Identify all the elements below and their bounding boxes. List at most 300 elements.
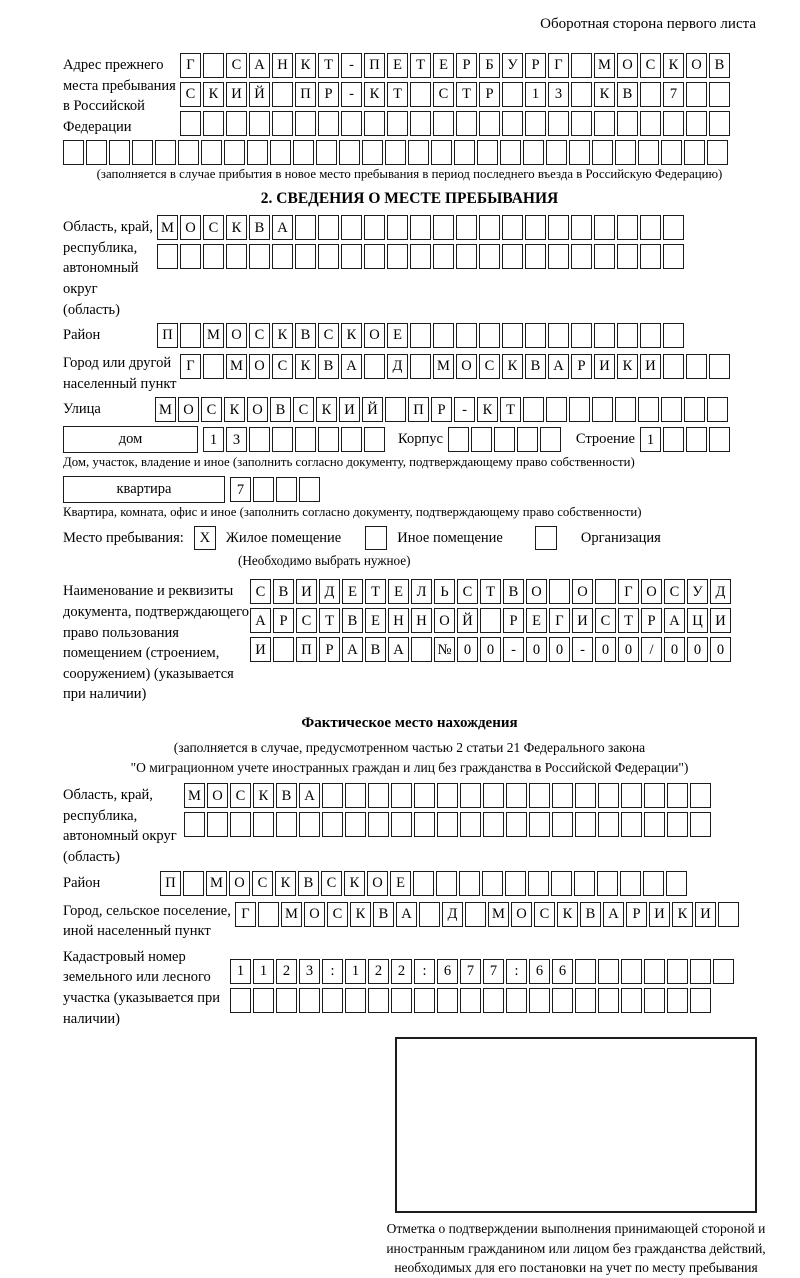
char-box[interactable] <box>640 111 661 136</box>
char-box[interactable] <box>364 427 385 452</box>
char-box[interactable]: 0 <box>664 637 685 662</box>
char-box[interactable] <box>272 244 293 269</box>
char-box[interactable]: К <box>316 397 337 422</box>
char-box[interactable] <box>506 783 527 808</box>
char-box[interactable] <box>525 111 546 136</box>
char-box[interactable]: - <box>572 637 593 662</box>
char-box[interactable] <box>258 902 279 927</box>
char-box[interactable]: С <box>479 354 500 379</box>
char-box[interactable] <box>529 988 550 1013</box>
char-box[interactable] <box>207 812 228 837</box>
char-box[interactable] <box>592 397 613 422</box>
char-box[interactable] <box>295 427 316 452</box>
char-box[interactable]: - <box>503 637 524 662</box>
char-box[interactable] <box>644 988 665 1013</box>
char-box[interactable] <box>203 244 224 269</box>
apartment-type-box[interactable]: квартира <box>63 476 225 503</box>
char-box[interactable] <box>385 397 406 422</box>
char-box[interactable]: С <box>293 397 314 422</box>
char-box[interactable]: Г <box>549 608 570 633</box>
char-box[interactable] <box>410 111 431 136</box>
char-box[interactable] <box>571 323 592 348</box>
char-box[interactable]: С <box>433 82 454 107</box>
char-box[interactable] <box>571 215 592 240</box>
char-box[interactable]: М <box>433 354 454 379</box>
char-box[interactable]: П <box>296 637 317 662</box>
char-box[interactable] <box>569 140 590 165</box>
checkbox-organization[interactable] <box>535 526 557 550</box>
char-box[interactable] <box>502 323 523 348</box>
char-box[interactable]: К <box>502 354 523 379</box>
char-box[interactable] <box>456 215 477 240</box>
char-box[interactable]: К <box>672 902 693 927</box>
char-box[interactable]: А <box>603 902 624 927</box>
char-box[interactable]: 3 <box>299 959 320 984</box>
char-box[interactable] <box>479 111 500 136</box>
char-box[interactable]: К <box>272 323 293 348</box>
char-box[interactable]: У <box>502 53 523 78</box>
char-box[interactable]: К <box>275 871 296 896</box>
char-box[interactable]: У <box>687 579 708 604</box>
char-box[interactable] <box>690 812 711 837</box>
char-box[interactable] <box>322 812 343 837</box>
char-box[interactable] <box>643 871 664 896</box>
char-box[interactable] <box>364 244 385 269</box>
char-box[interactable] <box>295 215 316 240</box>
char-box[interactable] <box>293 140 314 165</box>
char-box[interactable] <box>480 608 501 633</box>
char-box[interactable]: К <box>557 902 578 927</box>
char-box[interactable] <box>253 477 274 502</box>
char-box[interactable]: Т <box>456 82 477 107</box>
char-box[interactable] <box>548 244 569 269</box>
char-box[interactable] <box>523 397 544 422</box>
char-box[interactable]: 0 <box>457 637 478 662</box>
char-box[interactable]: А <box>299 783 320 808</box>
char-box[interactable]: В <box>249 215 270 240</box>
char-box[interactable] <box>575 959 596 984</box>
char-box[interactable]: К <box>350 902 371 927</box>
char-box[interactable] <box>686 427 707 452</box>
char-box[interactable] <box>155 140 176 165</box>
char-box[interactable]: С <box>296 608 317 633</box>
char-box[interactable] <box>341 215 362 240</box>
char-box[interactable] <box>575 783 596 808</box>
char-box[interactable] <box>574 871 595 896</box>
char-box[interactable] <box>661 140 682 165</box>
char-box[interactable]: Б <box>479 53 500 78</box>
char-box[interactable]: Т <box>318 53 339 78</box>
char-box[interactable] <box>318 427 339 452</box>
char-box[interactable] <box>318 215 339 240</box>
char-box[interactable]: Т <box>500 397 521 422</box>
char-box[interactable]: 6 <box>552 959 573 984</box>
char-box[interactable]: К <box>364 82 385 107</box>
char-box[interactable] <box>571 111 592 136</box>
char-box[interactable]: С <box>203 215 224 240</box>
char-box[interactable]: А <box>664 608 685 633</box>
char-box[interactable] <box>571 244 592 269</box>
char-box[interactable] <box>318 111 339 136</box>
char-box[interactable]: А <box>249 53 270 78</box>
char-box[interactable]: С <box>226 53 247 78</box>
char-box[interactable]: Д <box>387 354 408 379</box>
char-box[interactable] <box>414 812 435 837</box>
char-box[interactable]: О <box>207 783 228 808</box>
char-box[interactable]: О <box>526 579 547 604</box>
house-type-box[interactable]: дом <box>63 426 198 453</box>
char-box[interactable]: 0 <box>687 637 708 662</box>
char-box[interactable]: 7 <box>663 82 684 107</box>
char-box[interactable] <box>184 812 205 837</box>
char-box[interactable]: Г <box>180 354 201 379</box>
char-box[interactable] <box>341 244 362 269</box>
char-box[interactable] <box>644 783 665 808</box>
char-box[interactable] <box>640 82 661 107</box>
char-box[interactable]: К <box>617 354 638 379</box>
char-box[interactable] <box>433 111 454 136</box>
char-box[interactable] <box>529 783 550 808</box>
char-box[interactable]: С <box>318 323 339 348</box>
char-box[interactable] <box>273 637 294 662</box>
char-box[interactable] <box>638 397 659 422</box>
char-box[interactable] <box>666 871 687 896</box>
char-box[interactable] <box>316 140 337 165</box>
char-box[interactable]: 3 <box>548 82 569 107</box>
char-box[interactable]: Р <box>479 82 500 107</box>
char-box[interactable]: И <box>710 608 731 633</box>
char-box[interactable] <box>709 354 730 379</box>
char-box[interactable]: Р <box>273 608 294 633</box>
char-box[interactable] <box>368 812 389 837</box>
char-box[interactable]: Е <box>390 871 411 896</box>
char-box[interactable] <box>410 215 431 240</box>
char-box[interactable]: М <box>203 323 224 348</box>
char-box[interactable] <box>433 244 454 269</box>
char-box[interactable]: М <box>157 215 178 240</box>
char-box[interactable] <box>419 902 440 927</box>
char-box[interactable] <box>505 871 526 896</box>
char-box[interactable]: Р <box>456 53 477 78</box>
char-box[interactable]: О <box>247 397 268 422</box>
char-box[interactable]: 1 <box>203 427 224 452</box>
char-box[interactable] <box>253 988 274 1013</box>
char-box[interactable] <box>249 244 270 269</box>
char-box[interactable]: Г <box>548 53 569 78</box>
char-box[interactable] <box>690 988 711 1013</box>
char-box[interactable]: О <box>456 354 477 379</box>
char-box[interactable] <box>413 871 434 896</box>
char-box[interactable]: О <box>178 397 199 422</box>
char-box[interactable]: М <box>155 397 176 422</box>
char-box[interactable] <box>339 140 360 165</box>
char-box[interactable]: О <box>180 215 201 240</box>
char-box[interactable] <box>707 397 728 422</box>
char-box[interactable] <box>661 397 682 422</box>
char-box[interactable] <box>272 111 293 136</box>
char-box[interactable]: В <box>580 902 601 927</box>
char-box[interactable]: О <box>226 323 247 348</box>
char-box[interactable]: 1 <box>345 959 366 984</box>
char-box[interactable] <box>479 215 500 240</box>
char-box[interactable] <box>437 812 458 837</box>
char-box[interactable] <box>502 82 523 107</box>
char-box[interactable]: К <box>341 323 362 348</box>
char-box[interactable] <box>617 323 638 348</box>
char-box[interactable] <box>345 783 366 808</box>
char-box[interactable]: : <box>322 959 343 984</box>
char-box[interactable]: : <box>506 959 527 984</box>
char-box[interactable]: 2 <box>368 959 389 984</box>
char-box[interactable] <box>548 111 569 136</box>
char-box[interactable] <box>230 812 251 837</box>
char-box[interactable] <box>411 637 432 662</box>
char-box[interactable]: 1 <box>525 82 546 107</box>
char-box[interactable]: В <box>503 579 524 604</box>
char-box[interactable] <box>460 812 481 837</box>
char-box[interactable] <box>548 323 569 348</box>
char-box[interactable]: - <box>454 397 475 422</box>
char-box[interactable] <box>448 427 469 452</box>
char-box[interactable]: И <box>695 902 716 927</box>
char-box[interactable] <box>575 988 596 1013</box>
char-box[interactable] <box>253 812 274 837</box>
char-box[interactable]: 2 <box>276 959 297 984</box>
char-box[interactable]: М <box>594 53 615 78</box>
char-box[interactable]: С <box>252 871 273 896</box>
checkbox-residential[interactable]: X <box>194 526 216 550</box>
char-box[interactable] <box>525 323 546 348</box>
char-box[interactable] <box>479 244 500 269</box>
char-box[interactable]: В <box>709 53 730 78</box>
char-box[interactable] <box>322 783 343 808</box>
char-box[interactable]: А <box>388 637 409 662</box>
char-box[interactable]: И <box>250 637 271 662</box>
char-box[interactable]: П <box>408 397 429 422</box>
char-box[interactable] <box>299 988 320 1013</box>
char-box[interactable]: П <box>295 82 316 107</box>
char-box[interactable] <box>594 111 615 136</box>
char-box[interactable] <box>686 82 707 107</box>
char-box[interactable] <box>249 111 270 136</box>
char-box[interactable]: Т <box>319 608 340 633</box>
char-box[interactable] <box>276 812 297 837</box>
char-box[interactable] <box>132 140 153 165</box>
char-box[interactable]: 1 <box>230 959 251 984</box>
char-box[interactable] <box>644 812 665 837</box>
char-box[interactable]: 7 <box>483 959 504 984</box>
char-box[interactable]: С <box>321 871 342 896</box>
char-box[interactable]: Р <box>431 397 452 422</box>
char-box[interactable] <box>644 959 665 984</box>
char-box[interactable] <box>224 140 245 165</box>
char-box[interactable] <box>663 111 684 136</box>
char-box[interactable]: 0 <box>618 637 639 662</box>
char-box[interactable]: О <box>572 579 593 604</box>
char-box[interactable]: Е <box>387 53 408 78</box>
char-box[interactable] <box>63 140 84 165</box>
char-box[interactable]: М <box>226 354 247 379</box>
char-box[interactable] <box>598 783 619 808</box>
char-box[interactable]: 0 <box>549 637 570 662</box>
char-box[interactable] <box>414 988 435 1013</box>
char-box[interactable] <box>546 140 567 165</box>
char-box[interactable]: Е <box>365 608 386 633</box>
char-box[interactable]: 7 <box>460 959 481 984</box>
stamp-box[interactable] <box>395 1037 757 1213</box>
char-box[interactable]: С <box>664 579 685 604</box>
char-box[interactable]: О <box>229 871 250 896</box>
char-box[interactable] <box>368 783 389 808</box>
char-box[interactable] <box>437 783 458 808</box>
char-box[interactable] <box>410 323 431 348</box>
char-box[interactable]: П <box>160 871 181 896</box>
char-box[interactable]: Т <box>618 608 639 633</box>
char-box[interactable]: М <box>184 783 205 808</box>
char-box[interactable]: М <box>206 871 227 896</box>
char-box[interactable]: С <box>250 579 271 604</box>
char-box[interactable] <box>621 988 642 1013</box>
char-box[interactable] <box>341 111 362 136</box>
char-box[interactable]: С <box>272 354 293 379</box>
char-box[interactable]: Р <box>503 608 524 633</box>
char-box[interactable]: Е <box>433 53 454 78</box>
char-box[interactable] <box>615 140 636 165</box>
char-box[interactable] <box>387 111 408 136</box>
char-box[interactable] <box>368 988 389 1013</box>
char-box[interactable] <box>506 812 527 837</box>
char-box[interactable]: В <box>617 82 638 107</box>
char-box[interactable] <box>178 140 199 165</box>
char-box[interactable] <box>410 354 431 379</box>
char-box[interactable] <box>479 323 500 348</box>
char-box[interactable] <box>364 354 385 379</box>
char-box[interactable] <box>595 579 616 604</box>
char-box[interactable]: Т <box>365 579 386 604</box>
char-box[interactable] <box>345 988 366 1013</box>
char-box[interactable] <box>684 140 705 165</box>
char-box[interactable]: О <box>364 323 385 348</box>
char-box[interactable]: К <box>295 354 316 379</box>
char-box[interactable]: Е <box>526 608 547 633</box>
char-box[interactable]: Р <box>319 637 340 662</box>
char-box[interactable] <box>594 323 615 348</box>
char-box[interactable] <box>718 902 739 927</box>
char-box[interactable]: К <box>226 215 247 240</box>
char-box[interactable] <box>109 140 130 165</box>
char-box[interactable]: Ь <box>434 579 455 604</box>
char-box[interactable] <box>391 988 412 1013</box>
char-box[interactable]: С <box>230 783 251 808</box>
char-box[interactable] <box>494 427 515 452</box>
char-box[interactable] <box>517 427 538 452</box>
char-box[interactable] <box>667 959 688 984</box>
char-box[interactable]: В <box>298 871 319 896</box>
char-box[interactable]: А <box>548 354 569 379</box>
char-box[interactable] <box>667 988 688 1013</box>
char-box[interactable]: Н <box>272 53 293 78</box>
char-box[interactable] <box>272 82 293 107</box>
char-box[interactable]: О <box>511 902 532 927</box>
char-box[interactable] <box>362 140 383 165</box>
char-box[interactable] <box>540 427 561 452</box>
char-box[interactable] <box>387 244 408 269</box>
char-box[interactable]: П <box>157 323 178 348</box>
char-box[interactable]: 0 <box>480 637 501 662</box>
char-box[interactable] <box>686 111 707 136</box>
char-box[interactable] <box>433 215 454 240</box>
char-box[interactable]: Н <box>388 608 409 633</box>
char-box[interactable] <box>483 812 504 837</box>
char-box[interactable]: М <box>281 902 302 927</box>
char-box[interactable] <box>709 111 730 136</box>
char-box[interactable]: В <box>373 902 394 927</box>
char-box[interactable]: Д <box>319 579 340 604</box>
char-box[interactable]: И <box>572 608 593 633</box>
char-box[interactable]: Н <box>411 608 432 633</box>
char-box[interactable] <box>571 82 592 107</box>
char-box[interactable] <box>667 783 688 808</box>
char-box[interactable]: 0 <box>526 637 547 662</box>
char-box[interactable] <box>299 477 320 502</box>
char-box[interactable]: К <box>203 82 224 107</box>
char-box[interactable]: А <box>250 608 271 633</box>
char-box[interactable] <box>276 477 297 502</box>
char-box[interactable] <box>410 82 431 107</box>
char-box[interactable]: И <box>339 397 360 422</box>
char-box[interactable] <box>408 140 429 165</box>
char-box[interactable]: И <box>640 354 661 379</box>
char-box[interactable]: Ц <box>687 608 708 633</box>
char-box[interactable]: Р <box>641 608 662 633</box>
char-box[interactable]: Е <box>342 579 363 604</box>
char-box[interactable]: П <box>364 53 385 78</box>
char-box[interactable] <box>713 959 734 984</box>
char-box[interactable]: С <box>249 323 270 348</box>
char-box[interactable] <box>341 427 362 452</box>
char-box[interactable]: С <box>457 579 478 604</box>
char-box[interactable] <box>552 812 573 837</box>
char-box[interactable]: К <box>224 397 245 422</box>
char-box[interactable]: Г <box>618 579 639 604</box>
char-box[interactable] <box>249 427 270 452</box>
char-box[interactable]: К <box>253 783 274 808</box>
char-box[interactable] <box>272 427 293 452</box>
char-box[interactable]: Г <box>180 53 201 78</box>
char-box[interactable] <box>621 812 642 837</box>
char-box[interactable] <box>620 871 641 896</box>
char-box[interactable]: О <box>434 608 455 633</box>
char-box[interactable]: / <box>641 637 662 662</box>
char-box[interactable] <box>459 871 480 896</box>
char-box[interactable] <box>640 215 661 240</box>
char-box[interactable] <box>437 988 458 1013</box>
char-box[interactable]: О <box>304 902 325 927</box>
char-box[interactable] <box>709 427 730 452</box>
char-box[interactable]: Й <box>362 397 383 422</box>
char-box[interactable]: С <box>201 397 222 422</box>
char-box[interactable]: К <box>344 871 365 896</box>
char-box[interactable] <box>569 397 590 422</box>
char-box[interactable]: Р <box>525 53 546 78</box>
char-box[interactable]: В <box>273 579 294 604</box>
char-box[interactable]: О <box>367 871 388 896</box>
char-box[interactable] <box>575 812 596 837</box>
char-box[interactable] <box>552 988 573 1013</box>
char-box[interactable] <box>454 140 475 165</box>
char-box[interactable]: Р <box>318 82 339 107</box>
char-box[interactable] <box>571 53 592 78</box>
